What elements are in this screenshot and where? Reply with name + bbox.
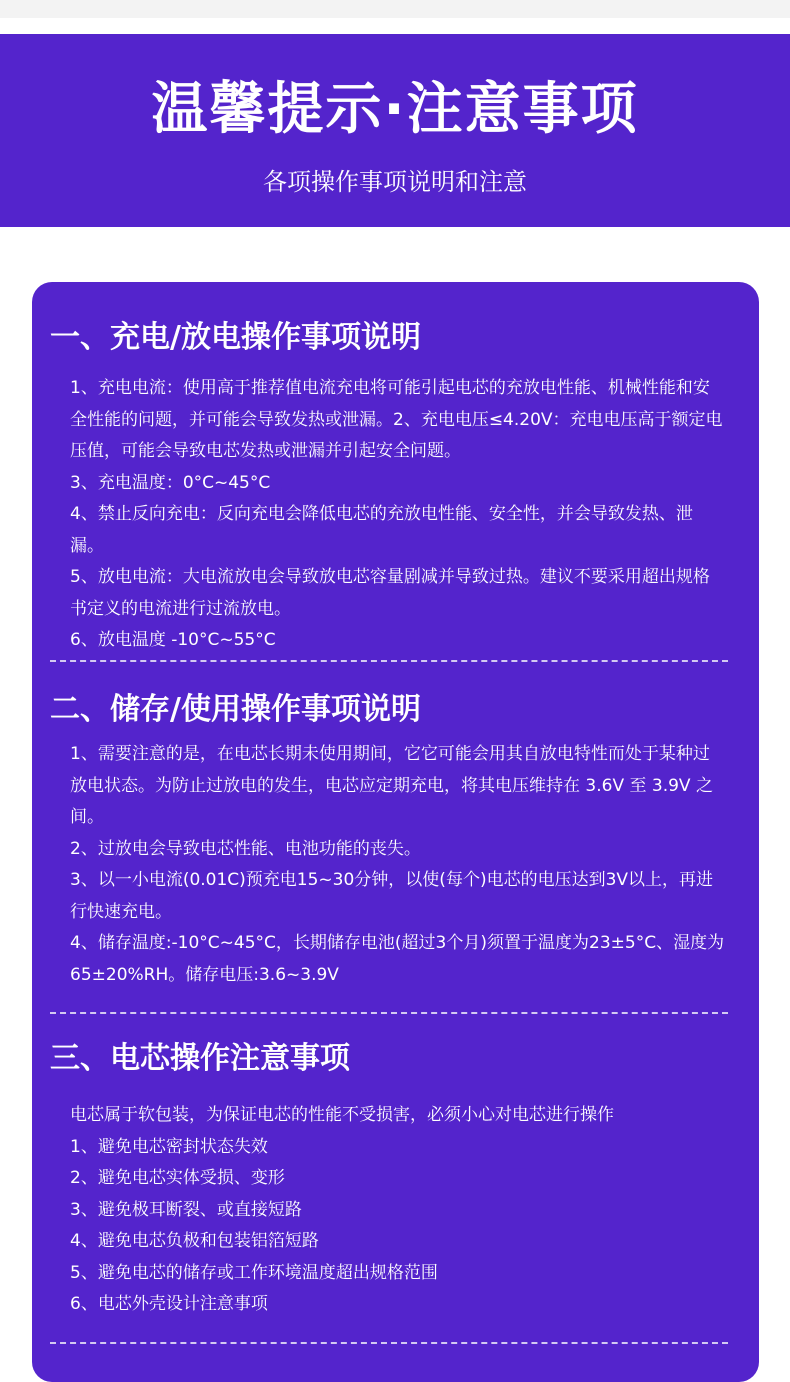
list-item: 5、放电电流：大电流放电会导致放电芯容量剧减并导致过热。建议不要采用超出规格书定义的电流进行过流放电。 <box>70 567 710 619</box>
section-title: 一、充电/放电操作事项说明 <box>50 320 421 355</box>
section-list <box>70 373 726 657</box>
section-title: 二、储存/使用操作事项说明 <box>50 692 421 727</box>
list-item: 4、避免电芯负极和包装铝箔短路 <box>70 1231 319 1251</box>
page-subtitle: 各项操作事项说明和注意 <box>263 168 527 196</box>
section-divider <box>50 660 728 662</box>
list-item: 2、避免电芯实体受损、变形 <box>70 1168 285 1188</box>
list-item: 1、充电电流：使用高于推荐值电流充电将可能引起电芯的充放电性能、机械性能和安全性能的问题，并可能会导致发热或泄漏。2、充电电压≤4.20V：充电电压高于额定电压值，可能会导致电芯发热或泄漏并引起安全问题。 <box>70 378 723 461</box>
page-title: 温馨提示·注意事项 <box>151 77 639 142</box>
header-banner <box>0 34 790 227</box>
section-list <box>70 1100 726 1321</box>
list-item: 6、放电温度 -10°C~55°C <box>70 630 276 650</box>
list-item: 2、过放电会导致电芯性能、电池功能的丧失。 <box>70 838 421 859</box>
list-item: 电芯属于软包装，为保证电芯的性能不受损害，必须小心对电芯进行操作 <box>70 1105 614 1125</box>
list-item: 4、禁止反向充电：反向充电会降低电芯的充放电性能、安全性，并会导致发热、泄漏。 <box>70 504 693 556</box>
notice-card <box>32 282 759 1382</box>
list-item: 1、避免电芯密封状态失效 <box>70 1136 268 1157</box>
section-list <box>70 739 726 991</box>
list-item: 3、充电温度：0°C~45°C <box>70 472 271 493</box>
section-title: 三、电芯操作注意事项 <box>50 1041 350 1076</box>
list-item: 3、以一小电流(0.01C)预充电15~30分钟，以使(每个)电芯的电压达到3V以上，再进行快速充电。 <box>70 870 714 922</box>
list-item: 4、储存温度:-10°C~45°C，长期储存电池(超过3个月)须置于温度为23±5°C、湿度为65±20%RH。储存电压:3.6~3.9V <box>70 933 725 985</box>
list-item: 1、需要注意的是，在电芯长期未使用期间，它它可能会用其自放电特性而处于某种过放电状态。为防止过放电的发生，电芯应定期充电，将其电压维持在 3.6V 至 3.9V 之间。 <box>70 744 713 827</box>
section-divider <box>50 1012 728 1014</box>
section-divider <box>50 1342 728 1344</box>
list-item: 6、电芯外壳设计注意事项 <box>70 1294 268 1314</box>
top-strip <box>0 0 790 18</box>
list-item: 5、避免电芯的储存或工作环境温度超出规格范围 <box>70 1262 438 1283</box>
list-item: 3、避免极耳断裂、或直接短路 <box>70 1199 302 1220</box>
